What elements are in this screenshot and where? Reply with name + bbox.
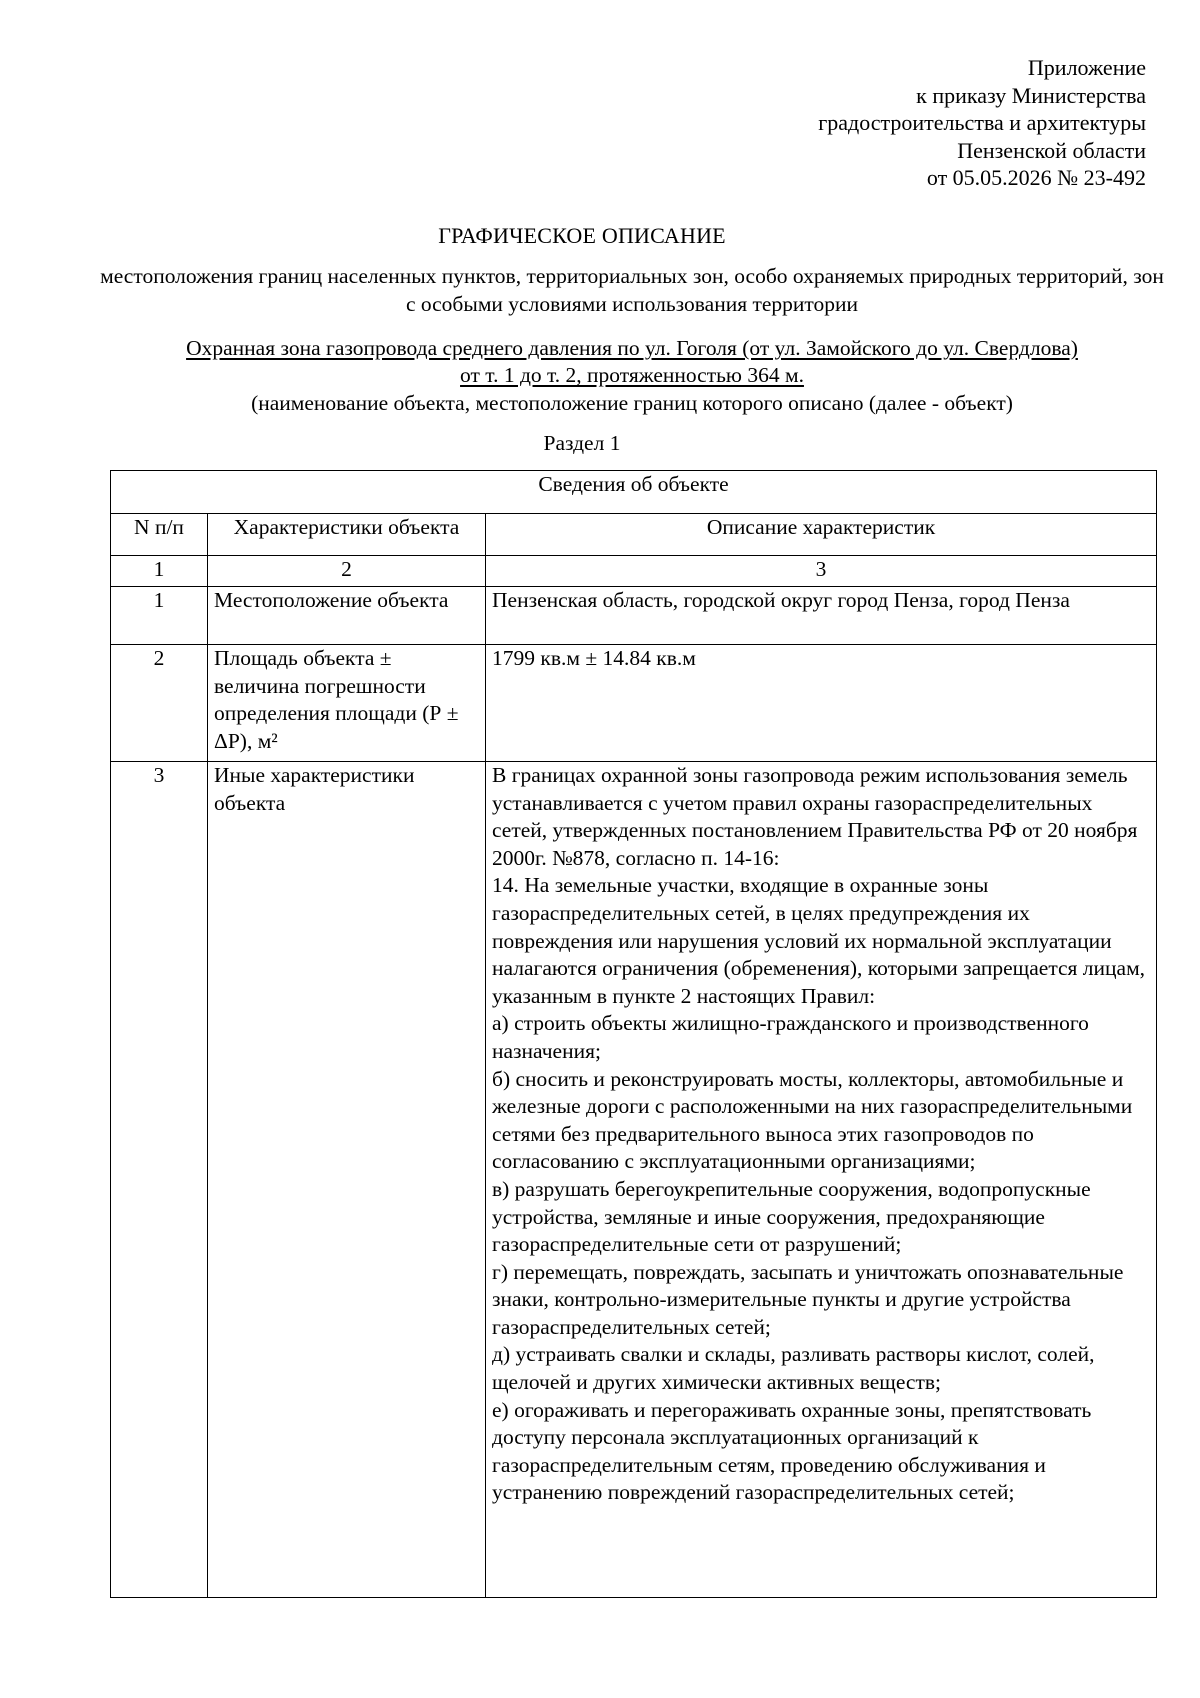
row-number: 2 bbox=[111, 645, 208, 762]
appendix-order-number: от 05.05.2026 № 23-492 bbox=[926, 165, 1146, 190]
object-name-line-1: Охранная зона газопровода среднего давления по ул. Гоголя (от ул. Замойского до ул. Свердлова) bbox=[186, 336, 1078, 360]
object-name bbox=[98, 335, 1166, 389]
column-header-description: Описание характеристик bbox=[486, 514, 1157, 556]
column-number: 1 bbox=[111, 556, 208, 587]
table-header-row bbox=[111, 471, 1157, 514]
column-headers-row bbox=[111, 514, 1157, 556]
table-row bbox=[111, 645, 1157, 762]
appendix-line: Пензенской области bbox=[957, 137, 1146, 163]
object-name-line-2: от т. 1 до т. 2, протяженностью 364 м. bbox=[460, 363, 804, 387]
column-numbers-row bbox=[111, 556, 1157, 587]
column-number: 3 bbox=[486, 556, 1157, 587]
document-title: ГРАФИЧЕСКОЕ ОПИСАНИЕ bbox=[438, 223, 726, 248]
column-number: 2 bbox=[208, 556, 486, 587]
appendix-line: градостроительства и архитектуры bbox=[818, 110, 1146, 135]
appendix-line: Приложение bbox=[1027, 55, 1146, 80]
description-paragraph: е) огораживать и перегораживать охранные зоны, препятствовать доступу персонала эксплуатационных организаций к газораспределительным сетям, проведению обслуживания и устранению повреждений газораспределительных сетей; bbox=[492, 1397, 1092, 1505]
description-paragraph: г) перемещать, повреждать, засыпать и уничтожать опознавательные знаки, контрольно-измерительные пункты и другие устройства газораспределительных сетей; bbox=[492, 1259, 1124, 1339]
document-subtitle: местоположения границ населенных пунктов, территориальных зон, особо охраняемых природных территорий, зон с особыми условиями использования территории bbox=[100, 264, 1164, 316]
description-paragraph: д) устраивать свалки и склады, разливать растворы кислот, солей, щелочей и других химически активных веществ; bbox=[492, 1342, 1095, 1395]
table-header: Сведения об объекте bbox=[111, 471, 1157, 514]
section-title: Раздел 1 bbox=[543, 431, 621, 455]
appendix-line: к приказу Министерства bbox=[916, 82, 1146, 108]
row-description: 1799 кв.м ± 14.84 кв.м bbox=[486, 645, 1157, 762]
object-info-table bbox=[110, 470, 1157, 1598]
description-paragraph: 14. На земельные участки, входящие в охранные зоны газораспределительных сетей, в целях предупреждения их повреждения или нарушения условий их нормальной эксплуатации налагаются ограничения (обременения), которыми запрещается лицам, указанным в пункте 2 настоящих Правил: bbox=[492, 873, 1146, 1008]
row-description: Пензенская область, городской округ город Пенза, город Пенза bbox=[486, 587, 1157, 645]
table-row bbox=[111, 587, 1157, 645]
row-characteristic: Иные характеристики объекта bbox=[208, 762, 486, 1598]
appendix-header bbox=[646, 54, 1146, 192]
row-number: 3 bbox=[111, 762, 208, 1598]
description-paragraph: а) строить объекты жилищно-гражданского и производственного назначения; bbox=[492, 1011, 1089, 1063]
description-paragraph: в) разрушать берегоукрепительные сооружения, водопропускные устройства, земляные и иные сооружения, предохраняющие газораспределительные сети от разрушений; bbox=[492, 1176, 1091, 1257]
row-number: 1 bbox=[111, 587, 208, 645]
object-caption: (наименование объекта, местоположение границ которого описано (далее - объект) bbox=[251, 391, 1013, 415]
row-characteristic: Местоположение объекта bbox=[208, 587, 486, 645]
column-header-number: N п/п bbox=[111, 514, 208, 556]
row-characteristic: Площадь объекта ± величина погрешности определения площади (Р ± ΔР), м² bbox=[208, 645, 486, 762]
description-paragraph: В границах охранной зоны газопровода режим использования земель устанавливается с учетом правил охраны газораспределительных сетей, утвержденных постановлением Правительства РФ от 20 ноября 2000г. №878, согласно п. 14-16: bbox=[492, 763, 1138, 870]
description-paragraph: б) сносить и реконструировать мосты, коллекторы, автомобильные и железные дороги с расположенными на них газораспределительными сетями без предварительного выноса этих газопроводов по согласованию с эксплуатационными организациями; bbox=[492, 1066, 1133, 1174]
column-header-characteristic: Характеристики объекта bbox=[208, 514, 486, 556]
table-row bbox=[111, 762, 1157, 1598]
row-description bbox=[486, 762, 1157, 1598]
